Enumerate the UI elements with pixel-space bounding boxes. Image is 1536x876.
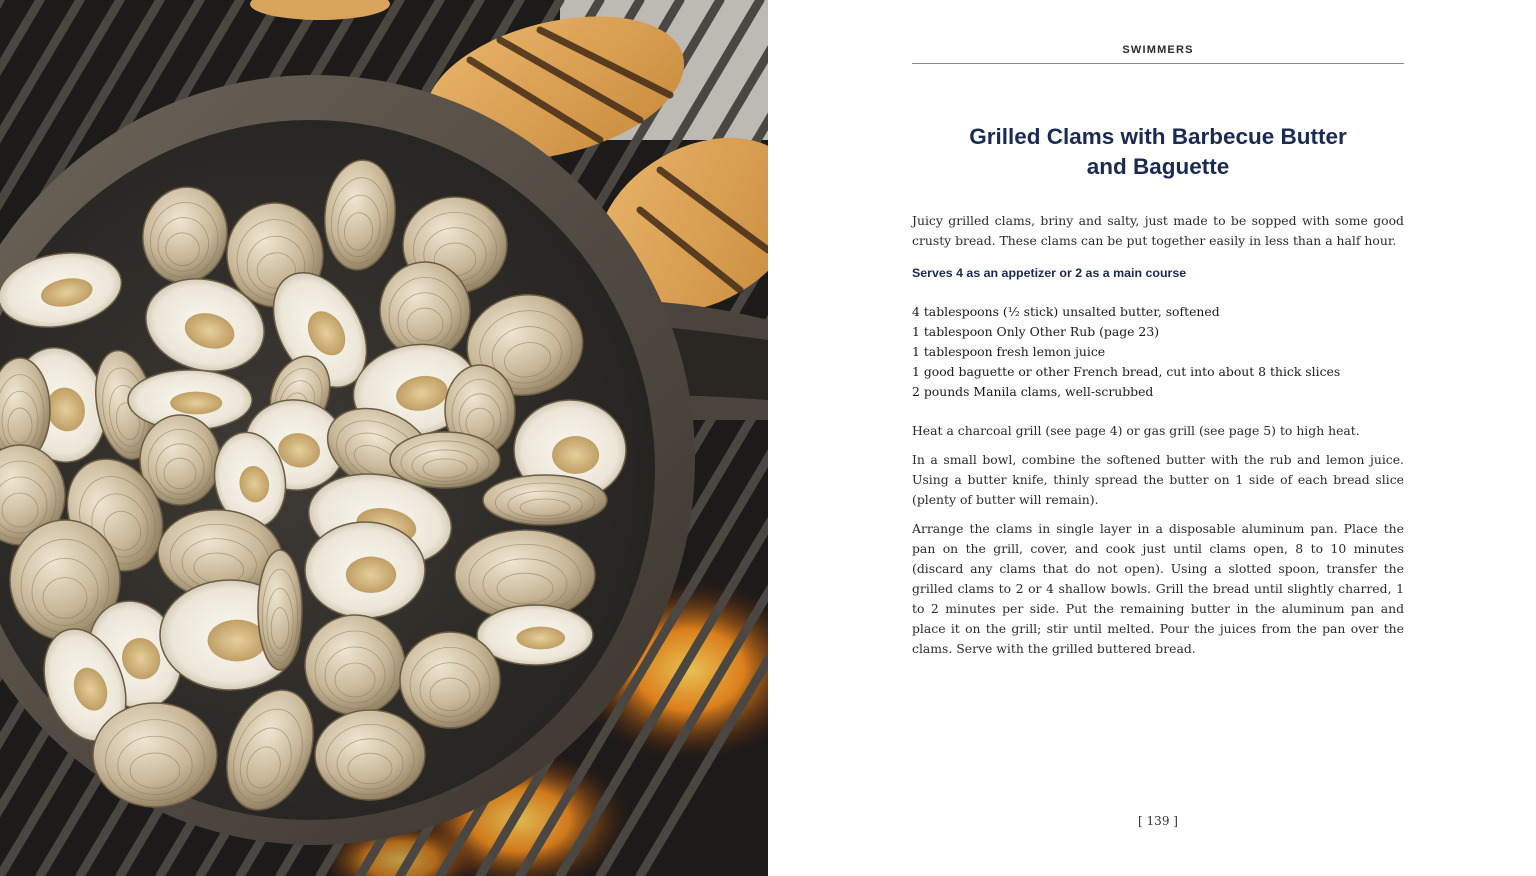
ingredient-item: 1 tablespoon Only Other Rub (page 23): [912, 324, 1160, 339]
running-head: SWIMMERS: [1122, 44, 1194, 56]
ingredient-item: 1 good baguette or other French bread, cut into about 8 thick slices: [912, 364, 1341, 379]
recipe-intro: Juicy grilled clams, briny and salty, just made to be sopped with some good crusty bread. These clams can be put together easily in less than a half hour.: [912, 213, 1404, 248]
recipe-page: [768, 0, 1536, 876]
method-step-1: Heat a charcoal grill (see page 4) or gas grill (see page 5) to high heat.: [912, 423, 1360, 438]
recipe-title-line2: and Baguette: [1086, 154, 1230, 179]
ingredient-item: 1 tablespoon fresh lemon juice: [912, 344, 1106, 359]
ingredient-item: 4 tablespoons (½ stick) unsalted butter, softened: [912, 304, 1220, 319]
ingredient-list: [912, 302, 1432, 402]
page-number: [ 139 ]: [1138, 814, 1178, 828]
method-step-2: In a small bowl, combine the softened butter with the rub and lemon juice. Using a butter knife, thinly spread the butter on 1 side of each bread slice (plenty of butter will remain).: [912, 452, 1404, 507]
recipe-title: [912, 122, 1404, 182]
method-step-3: Arrange the clams in single layer in a disposable aluminum pan. Place the pan on the grill, cover, and cook just until clams open, 8 to 10 minutes (discard any clams that do not open). Using a slotted spoon, transfer the grilled clams to 2 or 4 shallow bowls. Grill the bread until slightly charred, 1 to 2 minutes per side. Put the remaining butter in the aluminum pan and place it on the grill; stir until melted. Pour the juices from the pan over the clams. Serve with the grilled buttered bread.: [912, 521, 1404, 656]
recipe-title-line1: Grilled Clams with Barbecue Butter: [969, 124, 1347, 149]
serving-size: Serves 4 as an appetizer or 2 as a main course: [912, 266, 1187, 280]
header-rule: [912, 63, 1404, 64]
ingredient-item: 2 pounds Manila clams, well-scrubbed: [912, 384, 1154, 399]
